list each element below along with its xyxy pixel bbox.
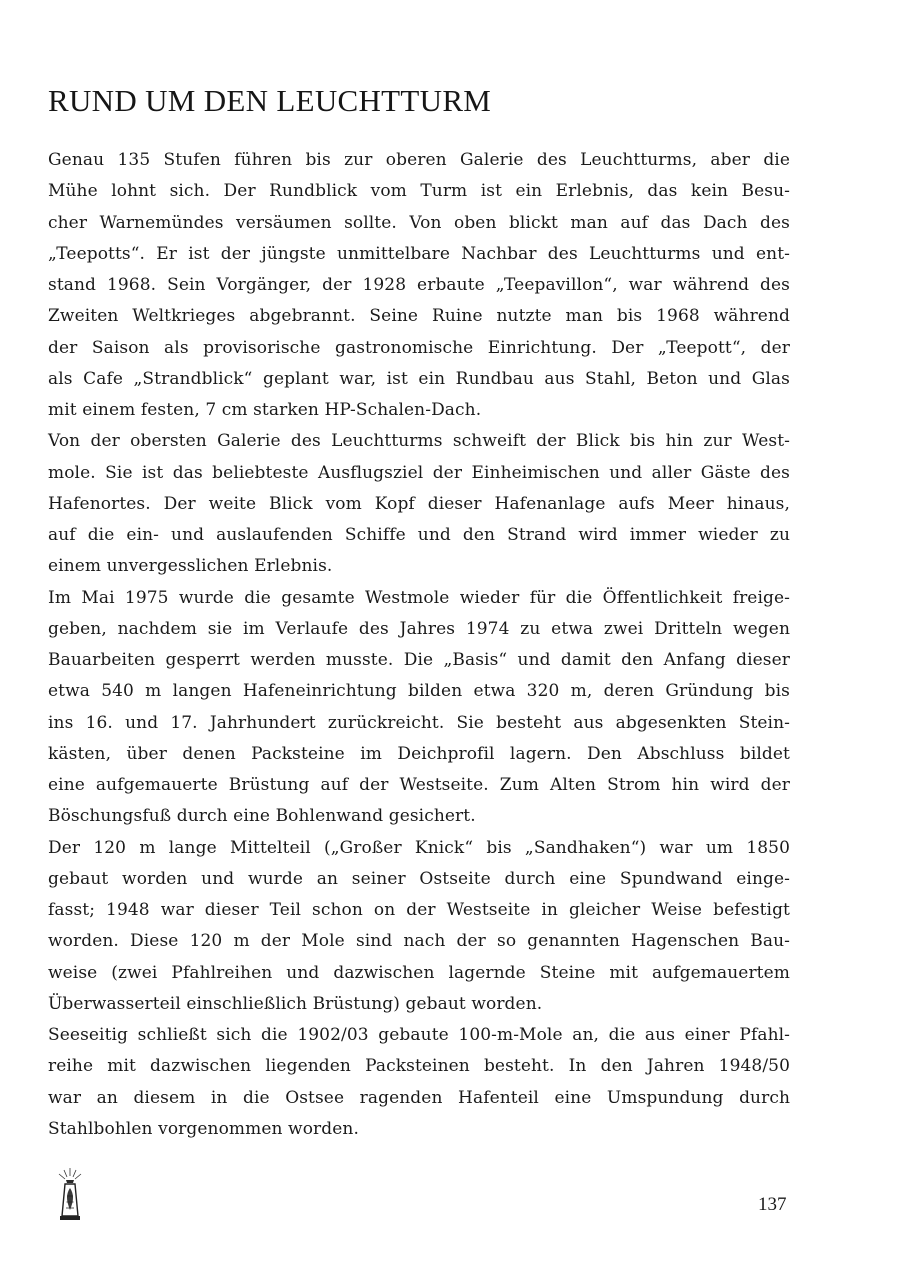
lighthouse-emblem-icon (56, 1166, 84, 1224)
text-line: „Teepotts“. Er ist der jüngste unmittelbare Nachbar des Leuchtturms und ent- (48, 243, 790, 264)
paragraph-4 (48, 833, 790, 1021)
text-line: als Cafe „Strandblick“ geplant war, ist ein Rundbau aus Stahl, Beton und Glas (48, 368, 790, 389)
text-line: reihe mit dazwischen liegenden Packsteinen besteht. In den Jahren 1948/50 (48, 1056, 790, 1077)
text-line: Böschungsfuß durch eine Bohlenwand gesichert. (48, 806, 476, 827)
text-line: war an diesem in die Ostsee ragenden Hafenteil eine Umspundung durch (48, 1087, 790, 1108)
text-line: Der 120 m lange Mittelteil („Großer Knick“ bis „Sandhaken“) war um 1850 (48, 837, 790, 858)
body-text (48, 145, 790, 1145)
text-line: gebaut worden und wurde an seiner Ostseite durch eine Spundwand einge- (48, 868, 790, 889)
text-line: Hafenortes. Der weite Blick vom Kopf dieser Hafenanlage aufs Meer hinaus, (48, 493, 790, 514)
paragraph-5 (48, 1020, 790, 1145)
page-number: 137 (758, 1194, 787, 1215)
paragraph-1 (48, 145, 790, 426)
text-line: Seeseitig schließt sich die 1902/03 gebaute 100-m-Mole an, die aus einer Pfahl- (48, 1025, 790, 1045)
text-line: worden. Diese 120 m der Mole sind nach der so genannten Hagenschen Bau- (48, 931, 790, 952)
page-title: RUND UM DEN LEUCHTTURM (48, 83, 492, 118)
text-line: geben, nachdem sie im Verlaufe des Jahres 1974 zu etwa zwei Dritteln wegen (48, 618, 790, 639)
text-line: cher Warnemündes versäumen sollte. Von oben blickt man auf das Dach des (48, 212, 790, 233)
text-line: einem unvergesslichen Erlebnis. (48, 556, 333, 577)
text-line: mole. Sie ist das beliebteste Ausflugsziel der Einheimischen und aller Gäste des (48, 462, 790, 483)
text-line: kästen, über denen Packsteine im Deichprofil lagern. Den Abschluss bildet (48, 743, 790, 764)
text-line: Bauarbeiten gesperrt werden musste. Die „Basis“ und damit den Anfang dieser (48, 650, 790, 670)
text-line: stand 1968. Sein Vorgänger, der 1928 erbaute „Teepavillon“, war während des (48, 275, 790, 295)
text-line: Genau 135 Stufen führen bis zur oberen Galerie des Leuchtturms, aber die (48, 150, 790, 170)
text-line: mit einem festen, 7 cm starken HP-Schalen-Dach. (48, 400, 482, 420)
text-line: Zweiten Weltkrieges abgebrannt. Seine Ruine nutzte man bis 1968 während (48, 306, 790, 327)
text-line: Stahlbohlen vorgenommen worden. (48, 1118, 359, 1139)
text-line: etwa 540 m langen Hafeneinrichtung bilden etwa 320 m, deren Gründung bis (48, 681, 790, 702)
text-line: eine aufgemauerte Brüstung auf der Westseite. Zum Alten Strom hin wird der (48, 775, 790, 795)
text-line: Mühe lohnt sich. Der Rundblick vom Turm ist ein Erlebnis, das kein Besu- (48, 181, 790, 202)
text-line: fasst; 1948 war dieser Teil schon on der Westseite in gleicher Weise befestigt (48, 900, 790, 920)
text-line: Im Mai 1975 wurde die gesamte Westmole wieder für die Öffentlichkeit freige- (48, 587, 790, 608)
paragraph-3 (48, 583, 790, 833)
text-line: auf die ein- und auslaufenden Schiffe und den Strand wird immer wieder zu (48, 525, 790, 545)
text-line: ins 16. und 17. Jahrhundert zurückreicht. Sie besteht aus abgesenkten Stein- (48, 712, 790, 733)
text-line: weise (zwei Pfahlreihen und dazwischen lagernde Steine mit aufgemauertem (48, 962, 790, 983)
text-line: Von der obersten Galerie des Leuchtturms schweift der Blick bis hin zur West- (48, 431, 790, 452)
text-line: Überwasserteil einschließlich Brüstung) gebaut worden. (48, 993, 543, 1014)
paragraph-2 (48, 426, 790, 582)
text-line: der Saison als provisorische gastronomische Einrichtung. Der „Teepott“, der (48, 337, 790, 358)
